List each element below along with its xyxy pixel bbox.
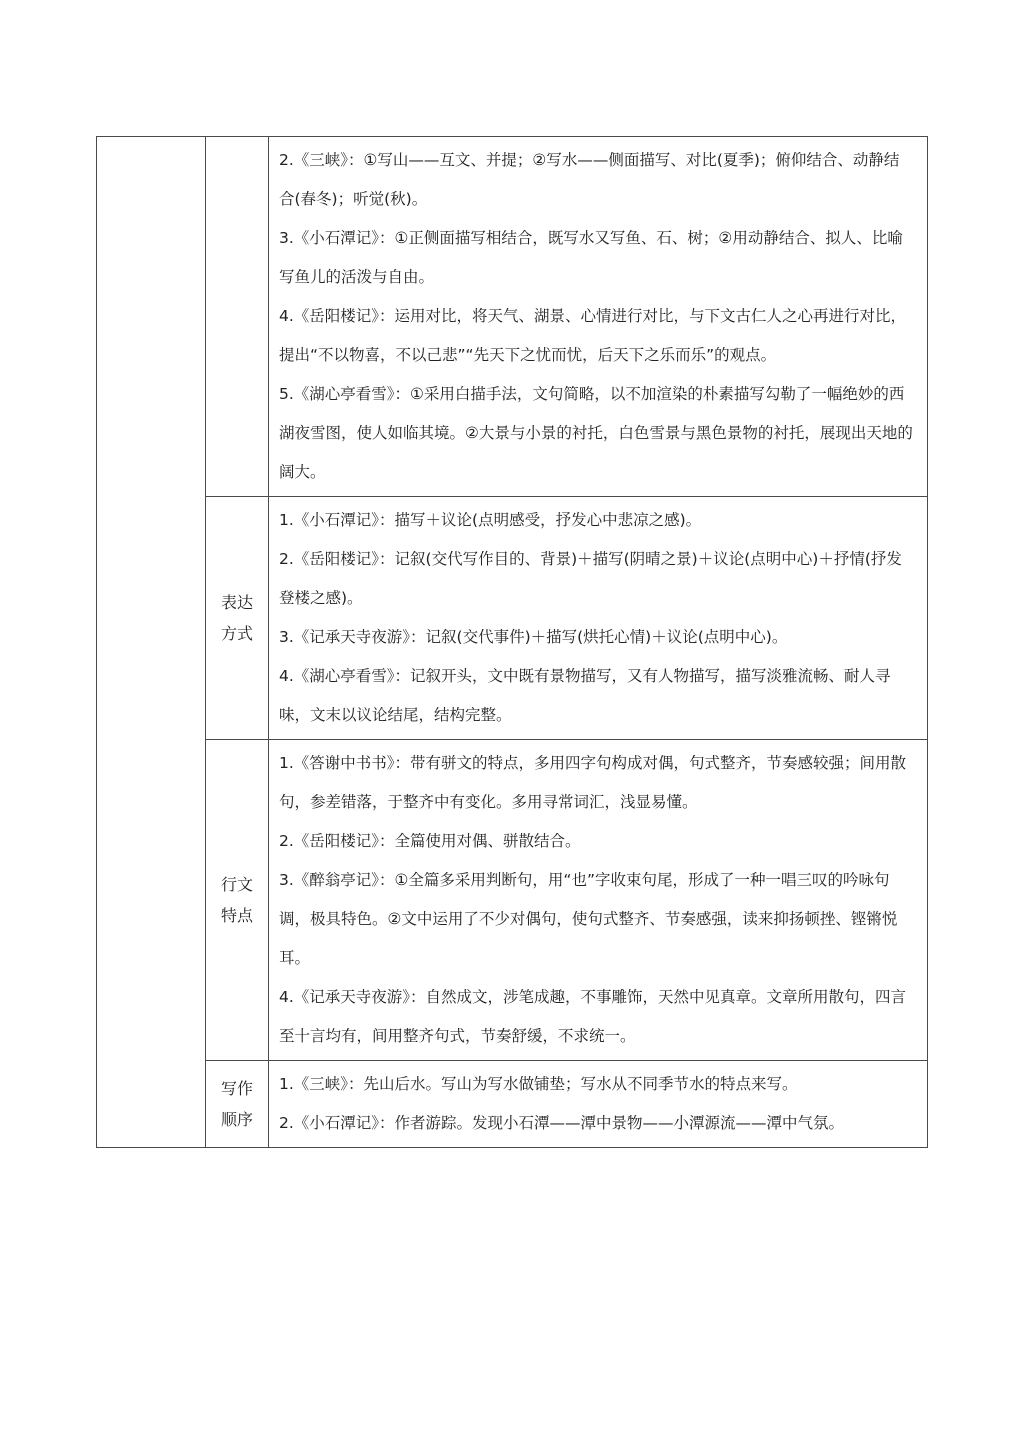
list-item: 1.《三峡》：先山后水。写山为写水做铺垫；写水从不同季节水的特点来写。: [279, 1075, 798, 1093]
list-item: 4.《记承天寺夜游》：自然成文，涉笔成趣，不事雕饰，天然中见真章。文章所用散句，四言至十言均有，间用整齐句式，节奏舒缓，不求统一。: [279, 988, 907, 1045]
section-content-cell: [269, 137, 928, 497]
section-label-cell: [206, 497, 269, 740]
section-label-cell: [206, 137, 269, 497]
category-cell: [97, 137, 206, 1148]
section-label: 写作: [220, 1079, 253, 1098]
list-item: 1.《答谢中书书》：带有骈文的特点，多用四字句构成对偶，句式整齐，节奏感较强；间用散句，参差错落，于整齐中有变化。多用寻常词汇，浅显易懂。: [279, 754, 907, 811]
list-item: 2.《岳阳楼记》：全篇使用对偶、骈散结合。: [279, 832, 581, 850]
section-label-cell: [206, 740, 269, 1061]
list-item: 2.《三峡》：①写山——互文、并提；②写水——侧面描写、对比(夏季)；俯仰结合、动静结合(春冬)；听觉(秋)。: [279, 151, 900, 208]
section-row-features: [97, 137, 928, 497]
section-label: 顺序: [220, 1110, 253, 1129]
section-label: 方式: [220, 624, 253, 643]
section-label: 行文: [220, 875, 253, 894]
list-item: 3.《醉翁亭记》：①全篇多采用判断句，用“也”字收束句尾，形成了一种一唱三叹的吟咏句调，极具特色。②文中运用了不少对偶句，使句式整齐、节奏感强，读来抑扬顿挫、铿锵悦耳。: [279, 871, 898, 967]
section-content-cell: [269, 497, 928, 740]
outline-table: [96, 136, 928, 1148]
list-item: 4.《岳阳楼记》：运用对比，将天气、湖景、心情进行对比，与下文古仁人之心再进行对比，提出“不以物喜，不以己悲”“先天下之忧而忧，后天下之乐而乐”的观点。: [279, 307, 907, 364]
list-item: 5.《湖心亭看雪》：①采用白描手法，文句简略，以不加渲染的朴素描写勾勒了一幅绝妙的西湖夜雪图，使人如临其境。②大景与小景的衬托，白色雪景与黑色景物的衬托，展现出天地的阔大。: [279, 385, 913, 481]
section-label: 表达: [220, 593, 253, 612]
section-row-order: [97, 1061, 928, 1148]
list-item: 1.《小石潭记》：描写＋议论(点明感受，抒发心中悲凉之感)。: [279, 511, 702, 529]
list-item: 3.《记承天寺夜游》：记叙(交代事件)＋描写(烘托心情)＋议论(点明中心)。: [279, 628, 788, 646]
list-item: 2.《小石潭记》：作者游踪。发现小石潭——潭中景物——小潭源流——潭中气氛。: [279, 1114, 845, 1132]
list-item: 2.《岳阳楼记》：记叙(交代写作目的、背景)＋描写(阴晴之景)＋议论(点明中心)＋抒情(抒发登楼之感)。: [279, 550, 902, 607]
section-row-expression: [97, 497, 928, 740]
section-content-cell: [269, 1061, 928, 1148]
list-item: 3.《小石潭记》：①正侧面描写相结合，既写水又写鱼、石、树；②用动静结合、拟人、比喻写鱼儿的活泼与自由。: [279, 229, 903, 286]
list-item: 4.《湖心亭看雪》：记叙开头，文中既有景物描写，又有人物描写，描写淡雅流畅、耐人寻味，文末以议论结尾，结构完整。: [279, 667, 891, 724]
section-row-style: [97, 740, 928, 1061]
section-label-cell: [206, 1061, 269, 1148]
section-content-cell: [269, 740, 928, 1061]
section-label: 特点: [220, 906, 253, 925]
